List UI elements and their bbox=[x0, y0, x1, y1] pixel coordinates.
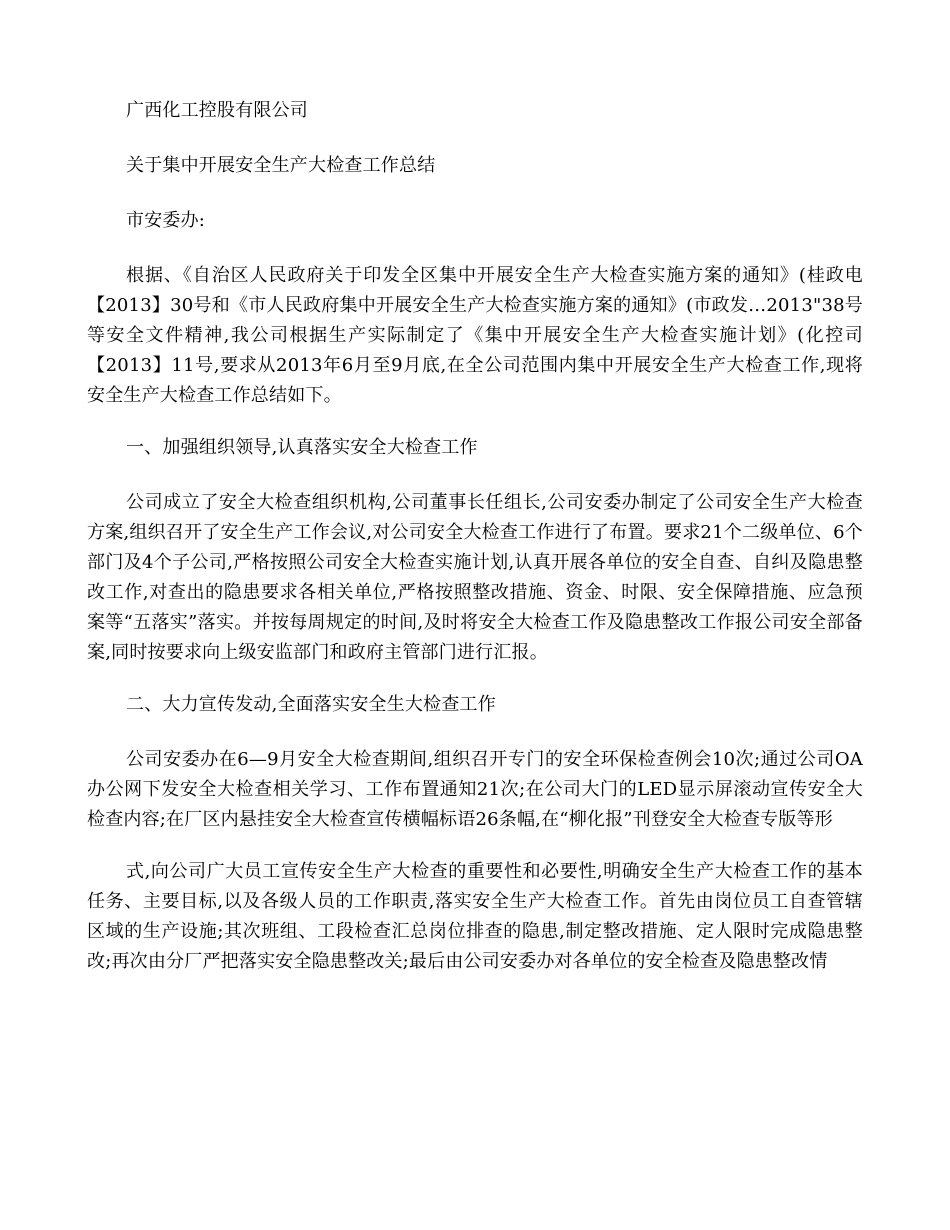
document-title: 关于集中开展安全生产大检查工作总结 bbox=[126, 155, 436, 176]
section-2-continued-paragraph: 式,向公司广大员工宣传安全生产大检查的重要性和必要性,明确安全生产大检查工作的基本任务、主要目标,以及各级人员的工作职责,落实安全生产大检查工作。首先由岗位员工自查管辖区域的生产设施;其次班组、工段检查汇总岗位排查的隐患,制定整改措施、定人限时完成隐患整改;再次由分厂严把落实安全隐患整改关;最后由公司安委办对各单位的安全检查及隐患整改情 bbox=[87, 861, 863, 972]
company-name: 广西化工控股有限公司 bbox=[126, 100, 308, 121]
section-2-paragraph: 公司安委办在6—9月安全大检查期间,组织召开专门的安全环保检查例会10次;通过公司OA办公网下发安全大检查相关学习、工作布置通知21次;在公司大门的LED显示屏滚动宣传安全大检查内容;在厂区内悬挂安全大检查宣传横幅标语26条幅,在“柳化报”刊登安全大检查专版等形 bbox=[87, 749, 863, 830]
section-heading-2: 二、大力宣传发动,全面落实安全生大检查工作 bbox=[126, 694, 496, 715]
document-body bbox=[87, 96, 863, 999]
section-1-paragraph: 公司成立了安全大检查组织机构,公司董事长任组长,公司安委办制定了公司安全生产大检查方案,组织召开了安全生产工作会议,对公司安全大检查工作进行了布置。要求21个二级单位、6个部门及4个子公司,严格按照公司安全大检查实施计划,认真开展各单位的安全自查、自纠及隐患整改工作,对查出的隐患要求各相关单位,严格按照整改措施、资金、时限、安全保障措施、应急预案等“五落实”落实。并按每周规定的时间,及时将安全大检查工作及隐患整改工作报公司安全部备案,同时按要求向上级安监部门和政府主管部门进行汇报。 bbox=[87, 492, 863, 663]
recipient-line: 市安委办: bbox=[126, 210, 206, 231]
intro-paragraph: 根据、《自治区人民政府关于印发全区集中开展安全生产大检查实施方案的通知》(桂政电【2013】30号和《市人民政府集中开展安全生产大检查实施方案的通知》(市政发…2013"38号等安全文件精神,我公司根据生产实际制定了《集中开展安全生产大检查实施计划》(化控司【2013】11号,要求从2013年6月至9月底,在全公司范围内集中开展安全生产大检查工作,现将安全生产大检查工作总结如下。 bbox=[87, 265, 863, 406]
section-heading-1: 一、加强组织领导,认真落实安全大检查工作 bbox=[126, 437, 478, 458]
